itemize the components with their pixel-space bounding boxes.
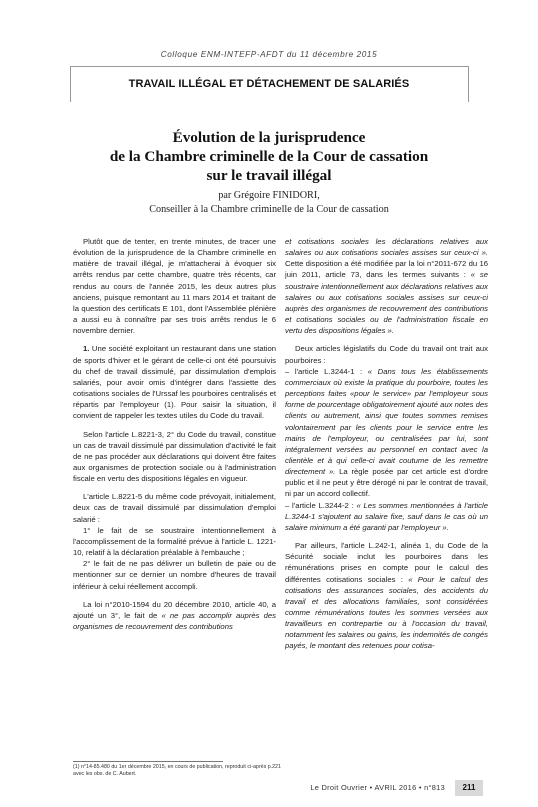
right-paragraph-1-quote: et cotisations sociales les déclarations relatives aux salaires ou aux cotisations sociales assises sur ceux-ci ».: [285, 237, 488, 258]
page-number: 211: [462, 783, 476, 792]
left-paragraph-5: [73, 599, 276, 632]
author-name: par Grégoire FINIDORI,: [218, 190, 320, 201]
right-paragraph-1: [285, 236, 488, 336]
left-paragraph-2: [73, 343, 276, 421]
section-number-1: 1.: [83, 344, 90, 354]
article-title: [40, 128, 498, 185]
left-paragraph-2-text: Une société exploitant un restaurant dans une station de sports d'hiver et le gérant de celle-ci ont été poursuivis du chef de travail dissimulé, par dissimulation d'emplois salariés, pour avoir omis d'intégrer dans l'assiette des cotisations sociales de l'Urssaf les pourboires centralisés et répartis par l'employeur (1). Pour saisir la situation, il convient de rappeler les textes utiles du Code du travail.: [73, 344, 276, 421]
rubric-right-rule: [468, 66, 469, 102]
right-paragraph-1-text: Cette disposition a été modifiée par la loi n°2011-672 du 16 juin 2011, article 73, dans les termes suivants :: [285, 259, 488, 280]
author-role: Conseiller à la Chambre criminelle de la Cour de cassation: [149, 203, 389, 215]
left-column: [73, 236, 276, 639]
left-paragraph-3: Selon l'article L.8221-3, 2° du Code du travail, constitue un cas de travail dissimulé par dissimulation d'activité le fait de ne pas procéder aux déclarations qui doivent être faites aux organismes de protection sociale ou à l'administration fiscale en vertu des dispositions légales en vigueur.: [73, 429, 276, 484]
right-paragraph-2a: [285, 366, 488, 500]
right-paragraph-2b-text: – l'article L.3244-2 :: [285, 500, 357, 510]
left-paragraph-4: L'article L.8221-5 du même code prévoyait, initialement, deux cas de travail dissimulé par dissimulation d'emploi salarié :: [73, 492, 276, 524]
article-title-line-2: de la Chambre criminelle de la Cour de cassation: [109, 148, 429, 165]
right-paragraph-2a-quote: « Dans tous les établissements commerciaux où existe la pratique du pourboire, toutes les perceptions faites «pour le service» par l'employeur sous forme de pourcentage obligatoirement ajouté aux notes des clients ou autrement, ainsi que toutes sommes remises volontairement par les clients pour le service entre les mains de l'employeur, ou centralisées par lui, sont intégralement versées au personnel en contact avec la clientèle et à qui celle-ci avait coutume de les remettre directement ».: [285, 366, 488, 477]
rubric-top-rule: [70, 66, 468, 67]
right-paragraph-1-quote-2: « se soustraire intentionnellement aux déclarations relatives aux salaires ou aux cotisations sociales assises sur ceux-ci auprès des organismes de recouvrement des contributions et cotisations sociales ou de l'administration fiscale en vertu des dispositions légales ».: [285, 270, 488, 336]
right-paragraph-2a-text-2: La règle posée par cet article est d'ordre public et il ne peut y être dérogé ni par le contrat de travail, ni par un accord collectif.: [285, 467, 488, 499]
left-paragraph-4b: 2° le fait de ne pas délivrer un bulletin de paie ou de mentionner sur ce dernier un nombre d'heures de travail inférieur à celui réellement accompli.: [73, 559, 276, 591]
left-paragraph-5-text: La loi n°2010-1594 du 20 décembre 2010, article 40, a ajouté un 3°, le fait de: [73, 599, 276, 620]
right-paragraph-3-quote: « Pour le calcul des cotisations des assurances sociales, des accidents du travail et des allocations familiales, sont considérées comme rémunérations toutes les sommes versées aux travailleurs en contrepartie ou à l'occasion du travail, notamment les salaires ou gains, les indemnités de congés payés, le montant des retenues pour cotisa-: [285, 574, 488, 651]
article-author: [40, 189, 498, 216]
footnote-rule: [73, 761, 223, 762]
left-paragraph-5-quote: « ne pas accomplir auprès des organismes de recouvrement des contributions: [73, 610, 276, 631]
right-paragraph-3-text: Par ailleurs, l'article L.242-1, alinéa 1, du Code de la Sécurité sociale inclut les pourboires dans les rémunérations prises en compte pour le calcul des différentes cotisations sociales :: [285, 541, 488, 584]
right-paragraph-2a-text: – l'article L.3244-1 :: [285, 366, 368, 376]
footnote: (1) n°14-85.480 du 1er décembre 2015, en cours de publication, reproduit ci-après p.221 avec les obs. de C. Aubert.: [73, 764, 281, 778]
article-title-line-1: Évolution de la jurisprudence: [172, 129, 366, 146]
left-paragraph-4a: 1° le fait de se soustraire intentionnellement à l'accomplissement de la formalité prévue à l'article L. 1221-10, relatif à la déclaration préalable à l'embauche ;: [73, 525, 276, 558]
right-paragraph-2b: [285, 500, 488, 533]
left-paragraph-1: Plutôt que de tenter, en trente minutes, de tracer une évolution de la jurisprudence de la Chambre criminelle en matière de travail illégal, je m'attacherai à évoquer six arrêts rendus par cette chambre, quatre très récents, car rendus au cours de l'année 2015, les deux autres plus anciens, puisque remontant au 11 mars 2014 et traitant de la question des certificats E 101, dont l'Assemblée plénière a aussi eu à connaître par ses trois arrêts rendus le 6 novembre dernier.: [73, 237, 276, 336]
article-title-line-3: sur le travail illégal: [206, 167, 332, 184]
right-column: [285, 236, 488, 659]
right-paragraph-2b-quote: « Les sommes mentionnées à l'article L.3244-1 s'ajoutent au salaire fixe, sauf dans le cas où un salaire minimum a été garanti par l'employeur ».: [285, 500, 488, 532]
rubric-title: TRAVAIL ILLÉGAL ET DÉTACHEMENT DE SALARIÉS: [128, 78, 410, 90]
colloque-header: Colloque ENM-INTEFP-AFDT du 11 décembre 2015: [160, 50, 378, 59]
page-footer: Le Droit Ouvrier • AVRIL 2016 • n°813: [310, 783, 445, 792]
right-paragraph-3: [285, 540, 488, 652]
right-paragraph-2: Deux articles législatifs du Code du travail ont trait aux pourboires :: [285, 344, 488, 365]
